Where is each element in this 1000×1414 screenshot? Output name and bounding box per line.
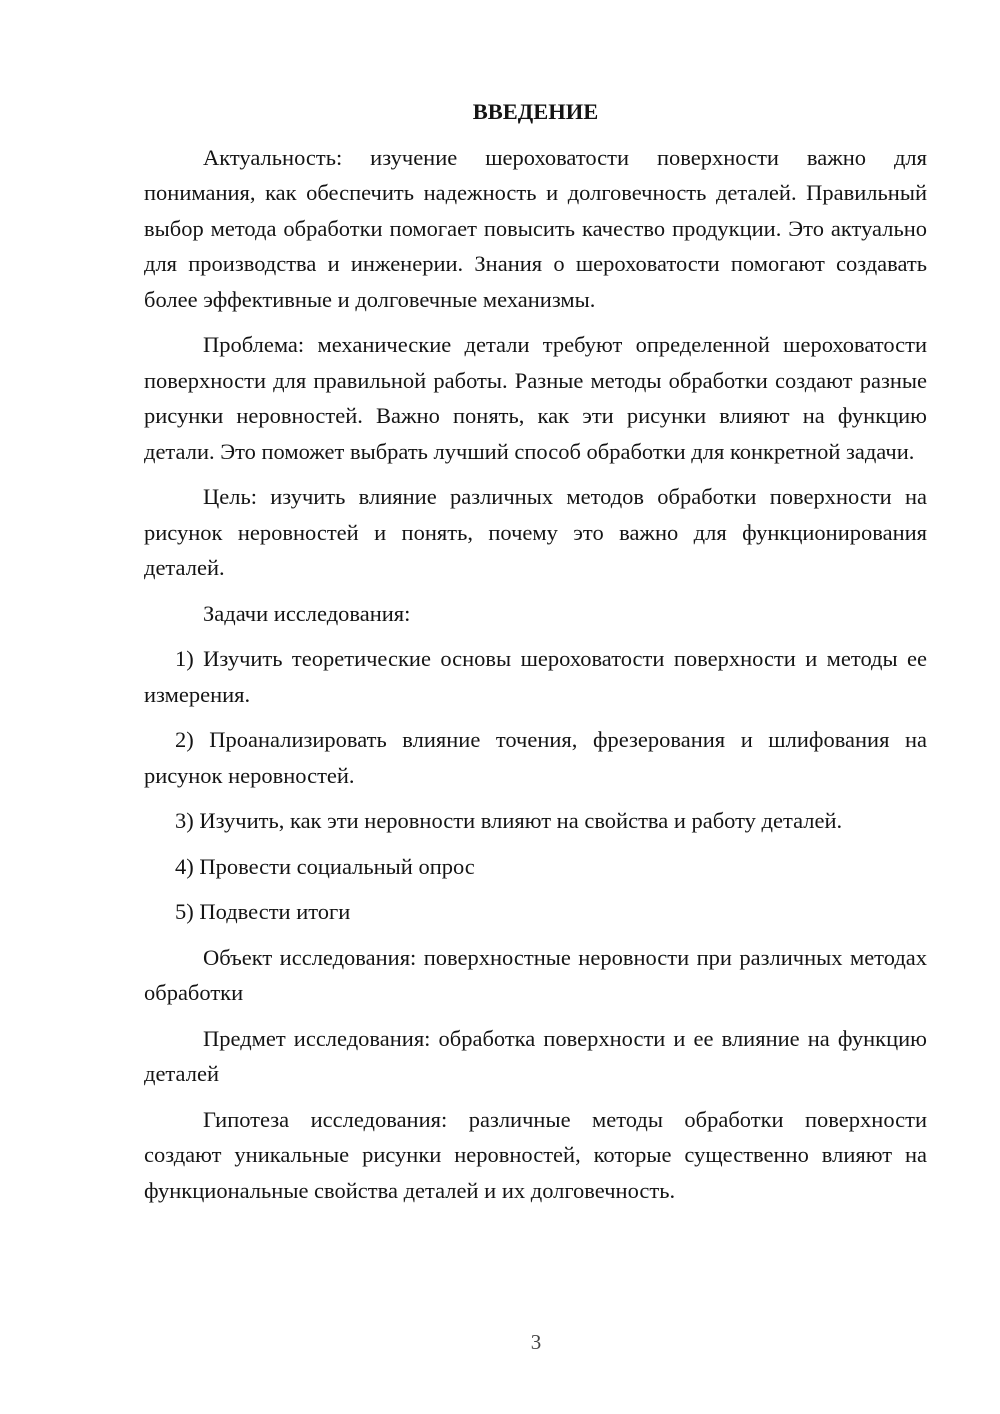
page-number: 3 <box>530 1330 542 1354</box>
paragraph-problem: Проблема: механические детали требуют определенной шероховатости поверхности для правильной работы. Разные методы обработки создают разные рисунки неровностей. Важно понять, как эти рисунки влияют на функцию детали. Это поможет выбрать лучший способ обработки для конкретной задачи. <box>144 332 927 464</box>
paragraph-subject: Предмет исследования: обработка поверхности и ее влияние на функцию деталей <box>144 1025 927 1086</box>
task-item-2: 2) Проанализировать влияние точения, фрезерования и шлифования на рисунок неровностей. <box>144 727 927 788</box>
paragraph-relevance: Актуальность: изучение шероховатости поверхности важно для понимания, как обеспечить надежность и долговечность деталей. Правильный выбор метода обработки помогает повысить качество продукции. Это актуально для производства и инженерии. Знания о шероховатости помогают создавать более эффективные и долговечные механизмы. <box>144 144 927 312</box>
section-title: ВВЕДЕНИЕ <box>472 99 599 124</box>
paragraph-object: Объект исследования: поверхностные неровности при различных методах обработки <box>144 944 927 1005</box>
task-item-5: 5) Подвести итоги <box>175 899 351 924</box>
task-item-4: 4) Провести социальный опрос <box>175 853 475 879</box>
task-item-1: 1) Изучить теоретические основы шероховатости поверхности и методы ее измерения. <box>144 646 927 707</box>
page-content <box>144 94 927 1218</box>
paragraph-hypothesis: Гипотеза исследования: различные методы обработки поверхности создают уникальные рисунки неровностей, которые существенно влияют на функциональные свойства деталей и их долговечность. <box>144 1106 927 1203</box>
paragraph-goal: Цель: изучить влияние различных методов обработки поверхности на рисунок неровностей и понять, почему это важно для функционирования деталей. <box>144 484 927 580</box>
task-item-3: 3) Изучить, как эти неровности влияют на свойства и работу деталей. <box>175 808 843 833</box>
paragraph-tasks-heading: Задачи исследования: <box>203 600 411 626</box>
